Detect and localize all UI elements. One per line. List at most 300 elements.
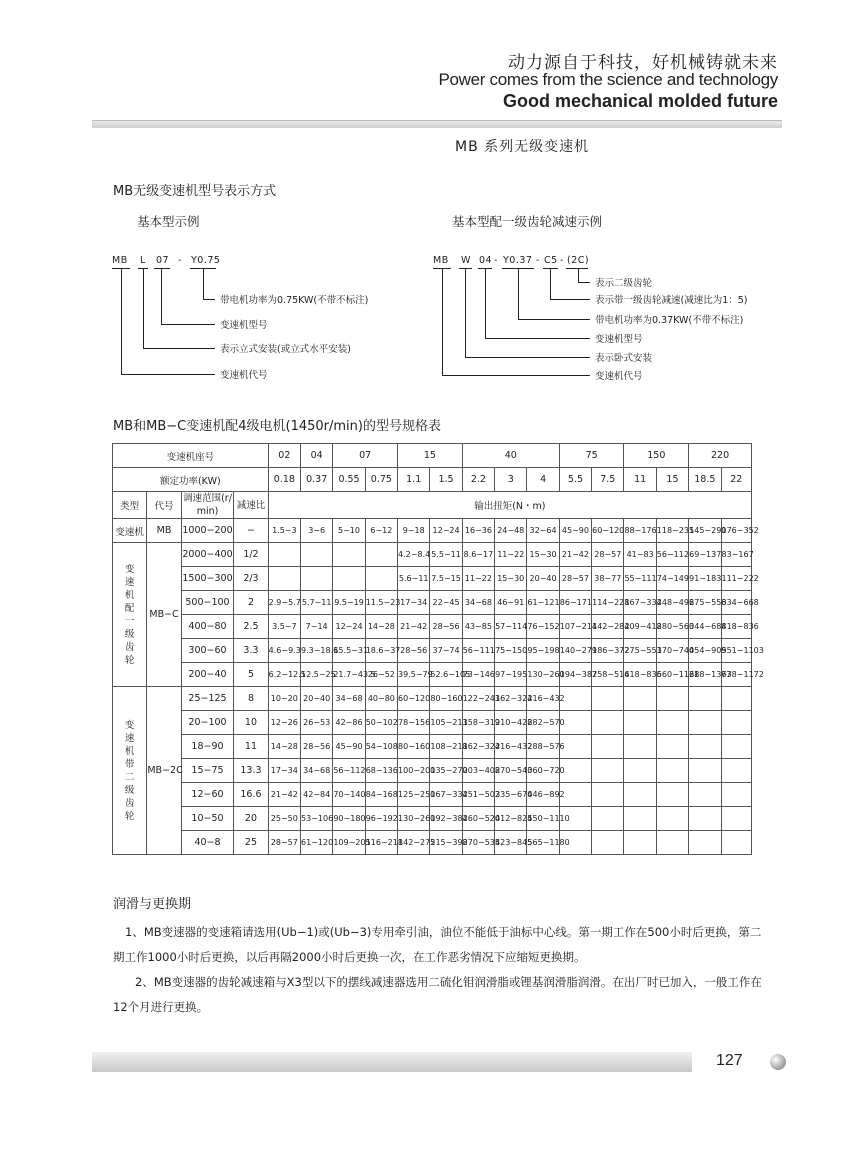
table-row <box>113 543 752 567</box>
range-cell: 40−8 <box>181 831 234 855</box>
torque-cell <box>333 567 365 591</box>
torque-cell: 22−45 <box>430 591 462 615</box>
range-cell: 200−40 <box>181 663 234 687</box>
torque-cell: 5−10 <box>333 519 365 543</box>
seat-cell: 07 <box>333 444 398 468</box>
torque-cell: 20−40 <box>301 687 333 711</box>
torque-cell: 61−121 <box>527 591 559 615</box>
torque-cell: 80−160 <box>398 735 430 759</box>
torque-cell <box>656 759 688 783</box>
torque-cell: 21−42 <box>268 783 300 807</box>
torque-cell: 418−836 <box>721 615 752 639</box>
torque-cell: 107−214 <box>559 615 591 639</box>
torque-cell <box>721 711 752 735</box>
torque-cell <box>624 711 656 735</box>
torque-cell: 15.5−31 <box>333 639 365 663</box>
torque-cell: 56−112 <box>333 759 365 783</box>
torque-cell: 551−1103 <box>721 639 752 663</box>
torque-cell: 5.6−11 <box>398 567 430 591</box>
torque-cell: 11.5−23 <box>365 591 397 615</box>
torque-cell <box>301 567 333 591</box>
torque-cell: 6.2−12.5 <box>268 663 300 687</box>
power-cell: 5.5 <box>559 468 591 492</box>
torque-cell: 125−250 <box>398 783 430 807</box>
torque-cell: 192−384 <box>430 807 462 831</box>
torque-cell: 18.6−37 <box>365 639 397 663</box>
torque-cell: 5.7−11 <box>301 591 333 615</box>
torque-cell: 423−845 <box>495 831 527 855</box>
lube-title: 润滑与更换期 <box>113 897 192 912</box>
torque-cell <box>689 735 721 759</box>
torque-cell <box>689 807 721 831</box>
torque-cell: 560−1121 <box>656 663 688 687</box>
seat-cell: 15 <box>398 444 463 468</box>
code-label: 表示立式安装(或立式水平安装) <box>220 344 351 355</box>
code-part: Y0.75 <box>191 255 221 266</box>
torque-cell: 158−319 <box>462 711 494 735</box>
torque-cell: 100−200 <box>398 759 430 783</box>
torque-cell <box>592 759 624 783</box>
footer-bar <box>92 1052 692 1072</box>
code-cell: MB−2C <box>147 687 181 855</box>
col-header-code: 代号 <box>147 492 181 519</box>
torque-cell: 28−57 <box>559 567 591 591</box>
torque-cell: 42−84 <box>301 783 333 807</box>
torque-cell: 275−556 <box>689 591 721 615</box>
range-cell: 25−125 <box>181 687 234 711</box>
torque-cell <box>365 543 397 567</box>
torque-cell: 97−195 <box>495 663 527 687</box>
torque-cell <box>592 711 624 735</box>
torque-cell: 176−352 <box>721 519 752 543</box>
range-cell: 500−100 <box>181 591 234 615</box>
torque-cell: 550−1110 <box>527 807 559 831</box>
torque-cell: 40−80 <box>365 687 397 711</box>
torque-cell: 140−279 <box>559 639 591 663</box>
page-ball-icon <box>770 1054 786 1070</box>
torque-cell: 15−30 <box>527 543 559 567</box>
torque-cell: 43−85 <box>462 615 494 639</box>
torque-cell <box>624 783 656 807</box>
torque-cell: 260−520 <box>462 807 494 831</box>
page-number: 127 <box>716 1052 743 1069</box>
seat-label: 变速机座号 <box>113 444 269 468</box>
torque-cell: 34−68 <box>301 759 333 783</box>
torque-cell: 68−136 <box>365 759 397 783</box>
torque-cell: 42−86 <box>333 711 365 735</box>
table-row <box>113 783 752 807</box>
torque-cell <box>656 711 688 735</box>
code-part: MB <box>112 255 128 266</box>
torque-cell: 41−83 <box>624 543 656 567</box>
seat-cell: 04 <box>301 444 333 468</box>
torque-cell: 34−68 <box>333 687 365 711</box>
torque-cell <box>592 783 624 807</box>
torque-cell: 61−120 <box>301 831 333 855</box>
code-part: - <box>560 255 564 266</box>
torque-cell: 45−90 <box>559 519 591 543</box>
header-rule <box>92 120 782 128</box>
code-part: W <box>461 255 471 266</box>
torque-cell: 216−432 <box>495 735 527 759</box>
code-part: 07 <box>156 255 170 266</box>
torque-cell <box>592 831 624 855</box>
torque-cell: 167−334 <box>430 783 462 807</box>
table-row <box>113 663 752 687</box>
code-label: 表示卧式安装 <box>595 353 653 364</box>
power-cell: 15 <box>656 468 688 492</box>
torque-cell: 167−334 <box>624 591 656 615</box>
gear-example-title: 基本型配一级齿轮减速示例 <box>452 214 603 229</box>
power-cell: 4 <box>527 468 559 492</box>
torque-cell <box>301 543 333 567</box>
torque-cell: 4.2−8.4 <box>398 543 430 567</box>
torque-cell: 60−120 <box>398 687 430 711</box>
ratio-cell: 10 <box>234 711 268 735</box>
ratio-cell: 2/3 <box>234 567 268 591</box>
torque-cell: 334−668 <box>721 591 752 615</box>
torque-cell: 216−432 <box>527 687 559 711</box>
ratio-cell: 1/2 <box>234 543 268 567</box>
torque-cell: 12.5−25 <box>301 663 333 687</box>
code-label: 变速机型号 <box>595 334 643 345</box>
table-title: MB和MB−C变速机配4级电机(1450r/min)的型号规格表 <box>113 419 441 434</box>
torque-cell: 24−48 <box>495 519 527 543</box>
type-cell: 变速机带二级齿轮 <box>113 687 147 855</box>
range-cell: 2000−400 <box>181 543 234 567</box>
range-cell: 18−90 <box>181 735 234 759</box>
torque-cell: 122−243 <box>462 687 494 711</box>
torque-cell: 194−387 <box>559 663 591 687</box>
torque-cell: 70−140 <box>333 783 365 807</box>
code-part: 04 <box>479 255 493 266</box>
torque-cell <box>333 543 365 567</box>
torque-cell <box>689 759 721 783</box>
torque-cell: 688−1377 <box>689 663 721 687</box>
power-cell: 18.5 <box>689 468 721 492</box>
torque-cell <box>721 759 752 783</box>
torque-cell: 418−836 <box>624 663 656 687</box>
torque-cell: 45−90 <box>333 735 365 759</box>
torque-cell: 15−30 <box>495 567 527 591</box>
torque-cell: 37−74 <box>430 639 462 663</box>
table-row <box>113 591 752 615</box>
torque-cell: 7.5−15 <box>430 567 462 591</box>
torque-cell <box>592 735 624 759</box>
table-row <box>113 831 752 855</box>
torque-cell: 17−34 <box>398 591 430 615</box>
torque-cell: 34−68 <box>462 591 494 615</box>
torque-cell: 60−120 <box>592 519 624 543</box>
code-label: 带电机功率为0.75KW(不带不标注) <box>220 295 369 306</box>
torque-cell: 275−551 <box>624 639 656 663</box>
code-part: - <box>536 255 540 266</box>
torque-cell: 56−111 <box>462 639 494 663</box>
torque-cell: 116−218 <box>365 831 397 855</box>
code-part: C5 <box>544 255 558 266</box>
type-cell: 变速机 <box>113 519 147 543</box>
torque-cell: 105−213 <box>430 711 462 735</box>
torque-cell: 11−22 <box>462 567 494 591</box>
code-part: Y0.37 <box>503 255 533 266</box>
torque-cell <box>592 687 624 711</box>
torque-cell: 162−324 <box>495 687 527 711</box>
torque-cell: 6−12 <box>365 519 397 543</box>
torque-cell: 215−398 <box>430 831 462 855</box>
code-label: 变速机代号 <box>595 371 643 382</box>
torque-cell: 251−502 <box>462 783 494 807</box>
code-part: MB <box>433 255 449 266</box>
torque-cell: 248−496 <box>656 591 688 615</box>
torque-cell: 28−56 <box>398 639 430 663</box>
torque-cell: 32−64 <box>527 519 559 543</box>
torque-cell <box>689 711 721 735</box>
torque-cell: 638−1172 <box>721 663 752 687</box>
power-cell: 11 <box>624 468 656 492</box>
power-cell: 0.55 <box>333 468 365 492</box>
power-cell: 1.5 <box>430 468 462 492</box>
ratio-cell: 2 <box>234 591 268 615</box>
torque-cell: 54−108 <box>365 735 397 759</box>
torque-cell: 14−28 <box>365 615 397 639</box>
torque-cell: 91−183 <box>689 567 721 591</box>
torque-cell: 26−52 <box>365 663 397 687</box>
power-cell: 0.75 <box>365 468 397 492</box>
seat-cell: 150 <box>624 444 689 468</box>
lube-paragraph-1: 1、MB变速器的变速箱请选用(Ub−1)或(Ub−3)专用牵引油，油位不能低于油标中心线。第一期工作在500小时后更换，第二期工作1000小时后更换，以后再隔2000小时后更换一次，在工作恶劣情况下应缩短更换期。 <box>113 925 762 964</box>
code-cell: MB−C <box>147 543 181 687</box>
torque-cell: 288−576 <box>527 735 559 759</box>
torque-cell: 9.3−18.6 <box>301 639 333 663</box>
torque-cell: 80−160 <box>430 687 462 711</box>
torque-cell <box>721 687 752 711</box>
torque-cell: 145−290 <box>689 519 721 543</box>
torque-cell <box>656 831 688 855</box>
torque-cell: 7−14 <box>301 615 333 639</box>
table-row <box>113 735 752 759</box>
range-cell: 1500−300 <box>181 567 234 591</box>
code-part: (2C) <box>567 255 590 266</box>
torque-cell <box>268 567 300 591</box>
table-row <box>113 519 752 543</box>
torque-cell: 16−36 <box>462 519 494 543</box>
torque-cell <box>592 807 624 831</box>
torque-cell: 20−40 <box>527 567 559 591</box>
torque-cell: 83−167 <box>721 543 752 567</box>
power-cell: 1.1 <box>398 468 430 492</box>
range-cell: 1000−200 <box>181 519 234 543</box>
torque-cell: 86−171 <box>559 591 591 615</box>
range-cell: 20−100 <box>181 711 234 735</box>
torque-cell: 53−106 <box>301 807 333 831</box>
torque-cell: 360−720 <box>527 759 559 783</box>
table-row <box>113 567 752 591</box>
type-cell: 变速机配一级齿轮 <box>113 543 147 687</box>
torque-cell: 38−77 <box>592 567 624 591</box>
code-part: L <box>140 255 146 266</box>
torque-cell: 78−156 <box>398 711 430 735</box>
table-row <box>113 615 752 639</box>
torque-cell: 74−149 <box>656 567 688 591</box>
ratio-cell: 11 <box>234 735 268 759</box>
torque-cell: 21−42 <box>559 543 591 567</box>
torque-cell: 28−56 <box>301 735 333 759</box>
torque-cell: 21.7−43.5 <box>333 663 365 687</box>
torque-cell <box>656 687 688 711</box>
torque-cell: 73−146 <box>462 663 494 687</box>
torque-header: 输出扭矩(N・m) <box>268 492 751 519</box>
torque-cell <box>721 783 752 807</box>
torque-cell: 57−114 <box>495 615 527 639</box>
spec-table <box>112 443 764 855</box>
torque-cell: 28−57 <box>592 543 624 567</box>
ratio-cell: 16.6 <box>234 783 268 807</box>
ratio-cell: 13.3 <box>234 759 268 783</box>
torque-cell <box>689 687 721 711</box>
lube-paragraph-2: 2、MB变速器的齿轮减速箱与X3型以下的摆线减速器选用二硫化钼润滑脂或锂基润滑脂润滑。在出厂时已加入，一般工作在12个月进行更换。 <box>113 975 762 1014</box>
torque-cell: 46−91 <box>495 591 527 615</box>
torque-cell: 1.5−3 <box>268 519 300 543</box>
table-row <box>113 639 752 663</box>
ratio-cell: 25 <box>234 831 268 855</box>
power-cell: 7.5 <box>592 468 624 492</box>
torque-cell: 4.6−9.3 <box>268 639 300 663</box>
torque-cell: 50−102 <box>365 711 397 735</box>
torque-cell: 12−26 <box>268 711 300 735</box>
seat-cell: 02 <box>268 444 300 468</box>
torque-cell: 370−740 <box>656 639 688 663</box>
torque-cell: 28−56 <box>430 615 462 639</box>
ratio-cell: − <box>234 519 268 543</box>
ratio-cell: 20 <box>234 807 268 831</box>
torque-cell: 203−408 <box>462 759 494 783</box>
torque-cell: 11−22 <box>495 543 527 567</box>
torque-cell <box>656 807 688 831</box>
torque-cell: 52.6−105 <box>430 663 462 687</box>
torque-cell: 280−560 <box>656 615 688 639</box>
torque-cell: 8.6−17 <box>462 543 494 567</box>
torque-cell <box>721 735 752 759</box>
torque-cell: 130−260 <box>398 807 430 831</box>
torque-cell <box>365 567 397 591</box>
power-cell: 0.18 <box>268 468 300 492</box>
torque-cell: 96−192 <box>365 807 397 831</box>
torque-cell <box>624 735 656 759</box>
range-cell: 400−80 <box>181 615 234 639</box>
power-cell: 0.37 <box>301 468 333 492</box>
torque-cell: 12−24 <box>333 615 365 639</box>
torque-cell <box>624 687 656 711</box>
table-row <box>113 687 752 711</box>
torque-cell: 282−570 <box>527 711 559 735</box>
torque-cell: 335−670 <box>495 783 527 807</box>
torque-cell: 3.5−7 <box>268 615 300 639</box>
torque-cell <box>689 783 721 807</box>
torque-cell: 142−275 <box>398 831 430 855</box>
torque-cell: 55−111 <box>624 567 656 591</box>
torque-cell: 3−6 <box>301 519 333 543</box>
torque-cell <box>689 831 721 855</box>
torque-cell: 258−516 <box>592 663 624 687</box>
torque-cell: 111−222 <box>721 567 752 591</box>
torque-cell: 270−535 <box>462 831 494 855</box>
torque-cell: 209−418 <box>624 615 656 639</box>
power-cell: 3 <box>495 468 527 492</box>
ratio-cell: 2.5 <box>234 615 268 639</box>
ratio-cell: 3.3 <box>234 639 268 663</box>
torque-cell: 25−50 <box>268 807 300 831</box>
series-title: MB 系列无级变速机 <box>455 139 590 155</box>
power-label: 额定功率(KW) <box>113 468 269 492</box>
torque-cell: 28−57 <box>268 831 300 855</box>
torque-cell <box>656 783 688 807</box>
code-label: 带电机功率为0.37KW(不带不标注) <box>595 315 744 326</box>
torque-cell: 109−205 <box>333 831 365 855</box>
torque-cell <box>721 807 752 831</box>
model-section-title: MB无级变速机型号表示方式 <box>113 184 277 199</box>
torque-cell <box>721 831 752 855</box>
torque-cell: 9−18 <box>398 519 430 543</box>
torque-cell: 565−1180 <box>527 831 559 855</box>
code-cell: MB <box>147 519 181 543</box>
torque-cell: 95−198 <box>527 639 559 663</box>
seat-cell: 40 <box>462 444 559 468</box>
code-part: - <box>178 255 182 266</box>
code-label: 变速机代号 <box>220 370 268 381</box>
torque-cell: 84−168 <box>365 783 397 807</box>
torque-cell: 14−28 <box>268 735 300 759</box>
torque-cell: 76−152 <box>527 615 559 639</box>
code-part: - <box>494 255 498 266</box>
torque-cell <box>624 831 656 855</box>
power-cell: 22 <box>721 468 752 492</box>
col-header-ratio: 减速比 <box>234 492 268 519</box>
torque-cell: 5.5−11 <box>430 543 462 567</box>
torque-cell <box>624 807 656 831</box>
torque-cell: 454−909 <box>689 639 721 663</box>
ratio-cell: 8 <box>234 687 268 711</box>
seat-cell: 220 <box>689 444 752 468</box>
torque-cell: 26−53 <box>301 711 333 735</box>
torque-cell <box>656 735 688 759</box>
table-row <box>113 711 752 735</box>
slogan-english-line1: Power comes from the science and technology <box>438 70 778 89</box>
torque-cell: 9.5−19 <box>333 591 365 615</box>
torque-cell: 2.9−5.7 <box>268 591 300 615</box>
torque-cell: 12−24 <box>430 519 462 543</box>
torque-cell: 412−824 <box>495 807 527 831</box>
seat-cell: 75 <box>559 444 624 468</box>
torque-cell: 39.5−79 <box>398 663 430 687</box>
code-label: 变速机型号 <box>220 320 268 331</box>
torque-cell: 446−892 <box>527 783 559 807</box>
torque-cell <box>268 543 300 567</box>
torque-cell: 210−428 <box>495 711 527 735</box>
torque-cell: 344−688 <box>689 615 721 639</box>
torque-cell: 118−235 <box>656 519 688 543</box>
torque-cell: 108−218 <box>430 735 462 759</box>
torque-cell: 186−372 <box>592 639 624 663</box>
torque-cell: 162−324 <box>462 735 494 759</box>
torque-cell: 21−42 <box>398 615 430 639</box>
torque-cell: 69−137 <box>689 543 721 567</box>
table-row <box>113 759 752 783</box>
table-row <box>113 807 752 831</box>
torque-cell: 17−34 <box>268 759 300 783</box>
code-label: 表示带一级齿轮减速(减速比为1：5) <box>595 295 748 306</box>
code-label: 表示二级齿轮 <box>595 278 653 289</box>
torque-cell: 75−150 <box>495 639 527 663</box>
